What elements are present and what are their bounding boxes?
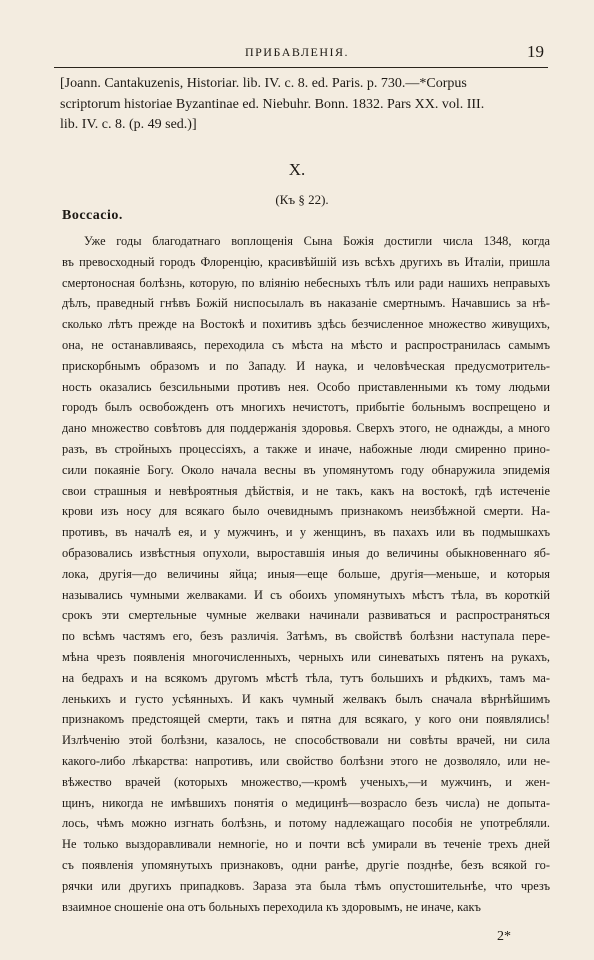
text-line: ленькихъ и густо усѣянныхъ. И какъ чумный желвакъ былъ сначала вѣрнѣйшимъ	[62, 691, 550, 706]
text-line: по всѣмъ частямъ его, безъ различія. Затѣмъ, въ свойствѣ болѣзни наступала пере-	[62, 629, 550, 644]
text-line: сколько лѣтъ прежде на Востокѣ и похитивъ здѣсь безчисленное множество живущихъ,	[62, 317, 550, 332]
text-line: смертоносная болѣзнь, которую, по вліянію небесныхъ тѣлъ или ради нашихъ неправыхъ	[62, 275, 550, 290]
running-head	[0, 42, 594, 62]
text-line: вѣжество врачей (которыхъ множество,—кромѣ ученыхъ,—и мужчинъ, и жен-	[62, 774, 550, 789]
text-line: прискорбнымъ образомъ и по Западу. И наука, и человѣческая предусмотритель-	[62, 358, 550, 373]
text-line: разъ, въ стройныхъ процессіяхъ, а также и иначе, набожные люди смиренно прино-	[62, 441, 550, 456]
page-number: 19	[527, 42, 544, 61]
text-line: рячки или другихъ припадковъ. Зараза эта была тѣмъ опустошительнѣе, что чрезъ	[62, 878, 550, 893]
body-text	[62, 231, 550, 917]
text-line: дѣлъ, праведный гнѣвъ Божій ниспосылалъ въ наказаніе смертнымъ. Начавшись за нѣ-	[62, 296, 550, 311]
text-line: срокъ эти смертельные чумные желваки начинали развиваться и распространяться	[62, 608, 550, 623]
text-line: свои страшныя и невѣроятныя дѣйствія, и не такъ, какъ на востокѣ, гдѣ истеченіе	[62, 483, 550, 498]
text-line: Излѣченію этой болѣзни, казалось, не способствовали ни совѣты врачей, ни сила	[62, 733, 550, 748]
text-line: признакомъ предстоящей смерти, такъ и пятна для всякаго, у кого они появлялись!	[62, 712, 550, 727]
text-line: назывались чумными желваками. И съ обоихъ упомянутыхъ мѣстъ тѣла, въ короткій	[62, 587, 550, 602]
text-line: щинъ, никогда не имѣвшихъ понятія о медицинѣ—возрасло безъ числа) не допыта-	[62, 795, 550, 810]
text-line: съ появленія упомянутыхъ признаковъ, одни ранѣе, другіе позднѣе, безъ всякой го-	[62, 857, 550, 872]
text-line: сили покаяніе Богу. Около начала весны въ упомянутомъ году обнаружила эпидемія	[62, 462, 550, 477]
text-line: на бедрахъ и на всякомъ другомъ мѣстѣ тѣла, тутъ большихъ и рѣдкихъ, тамъ ма-	[62, 670, 550, 685]
signature-mark: 2*	[497, 929, 511, 944]
text-line: въ превосходный городъ Флоренцію, красивѣйшій изъ всѣхъ другихъ въ Италіи, пришла	[62, 254, 550, 269]
section-reference: (Къ § 22).	[275, 192, 329, 207]
text-line: какого-либо лѣкарства: напротивъ, или свойство болѣзни этого не дозволяло, или не-	[62, 753, 550, 768]
text-line: лока, другія—до величины яйца; иныя—еще больше, другія—меньше, и которыя	[62, 566, 550, 581]
running-title: ПРИБАВЛЕНІЯ.	[244, 45, 350, 59]
text-line: дано множество совѣтовъ для поддержанія здоровья. Сверхъ этого, не однажды, а много	[62, 421, 550, 436]
citation-block	[60, 74, 550, 136]
text-line: мѣна чрезъ появленія многочисленныхъ, черныхъ или синеватыхъ пятенъ на рукахъ,	[62, 649, 550, 664]
text-line: она, не останавливаясь, переходила съ мѣста на мѣсто и распространилась самымъ	[62, 337, 550, 352]
text-line: городъ былъ освобожденъ отъ многихъ нечистотъ, прибытіе больнымъ воспрещено и	[62, 400, 550, 415]
text-line: противъ, въ началѣ ея, и у мужчинъ, и у женщинъ, въ пахахъ или въ подмышкахъ	[62, 525, 550, 540]
text-line: крови изъ носу для всякаго было очевиднымъ признакомъ неизбѣжной смерти. На-	[62, 504, 550, 519]
text-line: Не только выздоравливали немногіе, но и почти всѣ умирали въ теченіе трехъ дней	[62, 837, 550, 852]
author-heading: Boccacio.	[62, 208, 123, 223]
citation-line: lib. IV. c. 8. (p. 49 sed.)]	[60, 117, 197, 132]
citation-line: scriptorum historiae Byzantinae ed. Niebuhr. Bonn. 1832. Pars XX. vol. III.	[60, 96, 485, 112]
text-line: лось, чѣмъ можно изгнать болѣзнь, и потому надлежащаго пособія не употребляли.	[62, 816, 550, 831]
header-rule	[54, 67, 548, 68]
text-line: образовались извѣстныя опухоли, выроставшія иныя до величины обыкновеннаго яб-	[62, 545, 550, 560]
text-line: Уже годы благодатнаго воплощенія Сына Божія достигли числа 1348, когда	[84, 234, 550, 248]
section-numeral: X.	[288, 160, 306, 179]
text-line: взаимное сношеніе она отъ больныхъ переходила къ здоровымъ, не иначе, какъ	[62, 899, 481, 914]
text-line: ность оказались безсильными противъ нея. Особо приставленными къ тому людьми	[62, 379, 550, 394]
citation-line: [Joann. Cantakuzenis, Historiar. lib. IV. c. 8. ed. Paris. p. 730.—*Corpus	[60, 76, 467, 91]
